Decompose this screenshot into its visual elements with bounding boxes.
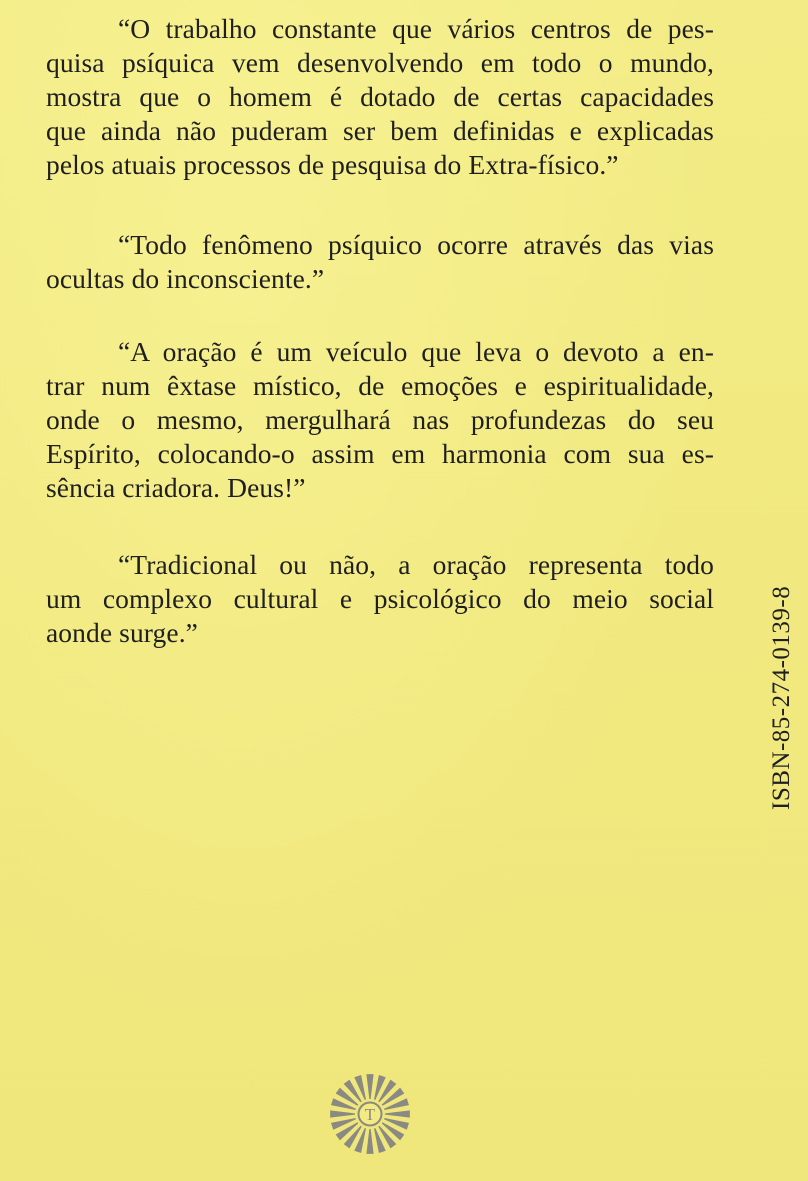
quote-paragraph-4 [46, 548, 714, 650]
sunburst-t-logo-icon [328, 1072, 412, 1156]
isbn-number: ISBN-85-274-0139-8 [768, 585, 795, 810]
logo-ray [330, 1110, 355, 1117]
text-line: ocultas do inconsciente.” [46, 263, 325, 294]
quote-paragraph-3 [46, 335, 714, 505]
text-line: onde o mesmo, mergulhará nas profundezas do seu [46, 404, 714, 435]
logo-ray [385, 1110, 410, 1117]
logo-ray [366, 1074, 373, 1099]
logo-ray [366, 1129, 373, 1154]
text-line: mostra que o homem é dotado de certas capacidades [46, 81, 714, 112]
text-line: pelos atuais processos de pesquisa do Extra-físico.” [46, 149, 619, 180]
text-line: Espírito, colocando-o assim em harmonia com sua es- [46, 438, 714, 469]
text-line: trar num êxtase místico, de emoções e espiritualidade, [46, 370, 714, 401]
text-line: “O trabalho constante que vários centros de pes- [118, 13, 714, 44]
text-line: que ainda não puderam ser bem definidas e explicadas [46, 115, 714, 146]
text-line: sência criadora. Deus!” [46, 472, 306, 503]
text-line: “Todo fenômeno psíquico ocorre através das vias [118, 229, 714, 260]
text-line: “A oração é um veículo que leva o devoto a en- [118, 336, 714, 367]
logo-letter: T [364, 1105, 376, 1124]
text-line: “Tradicional ou não, a oração representa todo [118, 549, 714, 580]
text-line: um complexo cultural e psicológico do meio social [46, 583, 714, 614]
text-line: aonde surge.” [46, 617, 198, 648]
quote-paragraph-1 [46, 12, 714, 182]
quote-paragraph-2 [46, 228, 714, 296]
text-line: quisa psíquica vem desenvolvendo em todo o mundo, [46, 47, 714, 78]
